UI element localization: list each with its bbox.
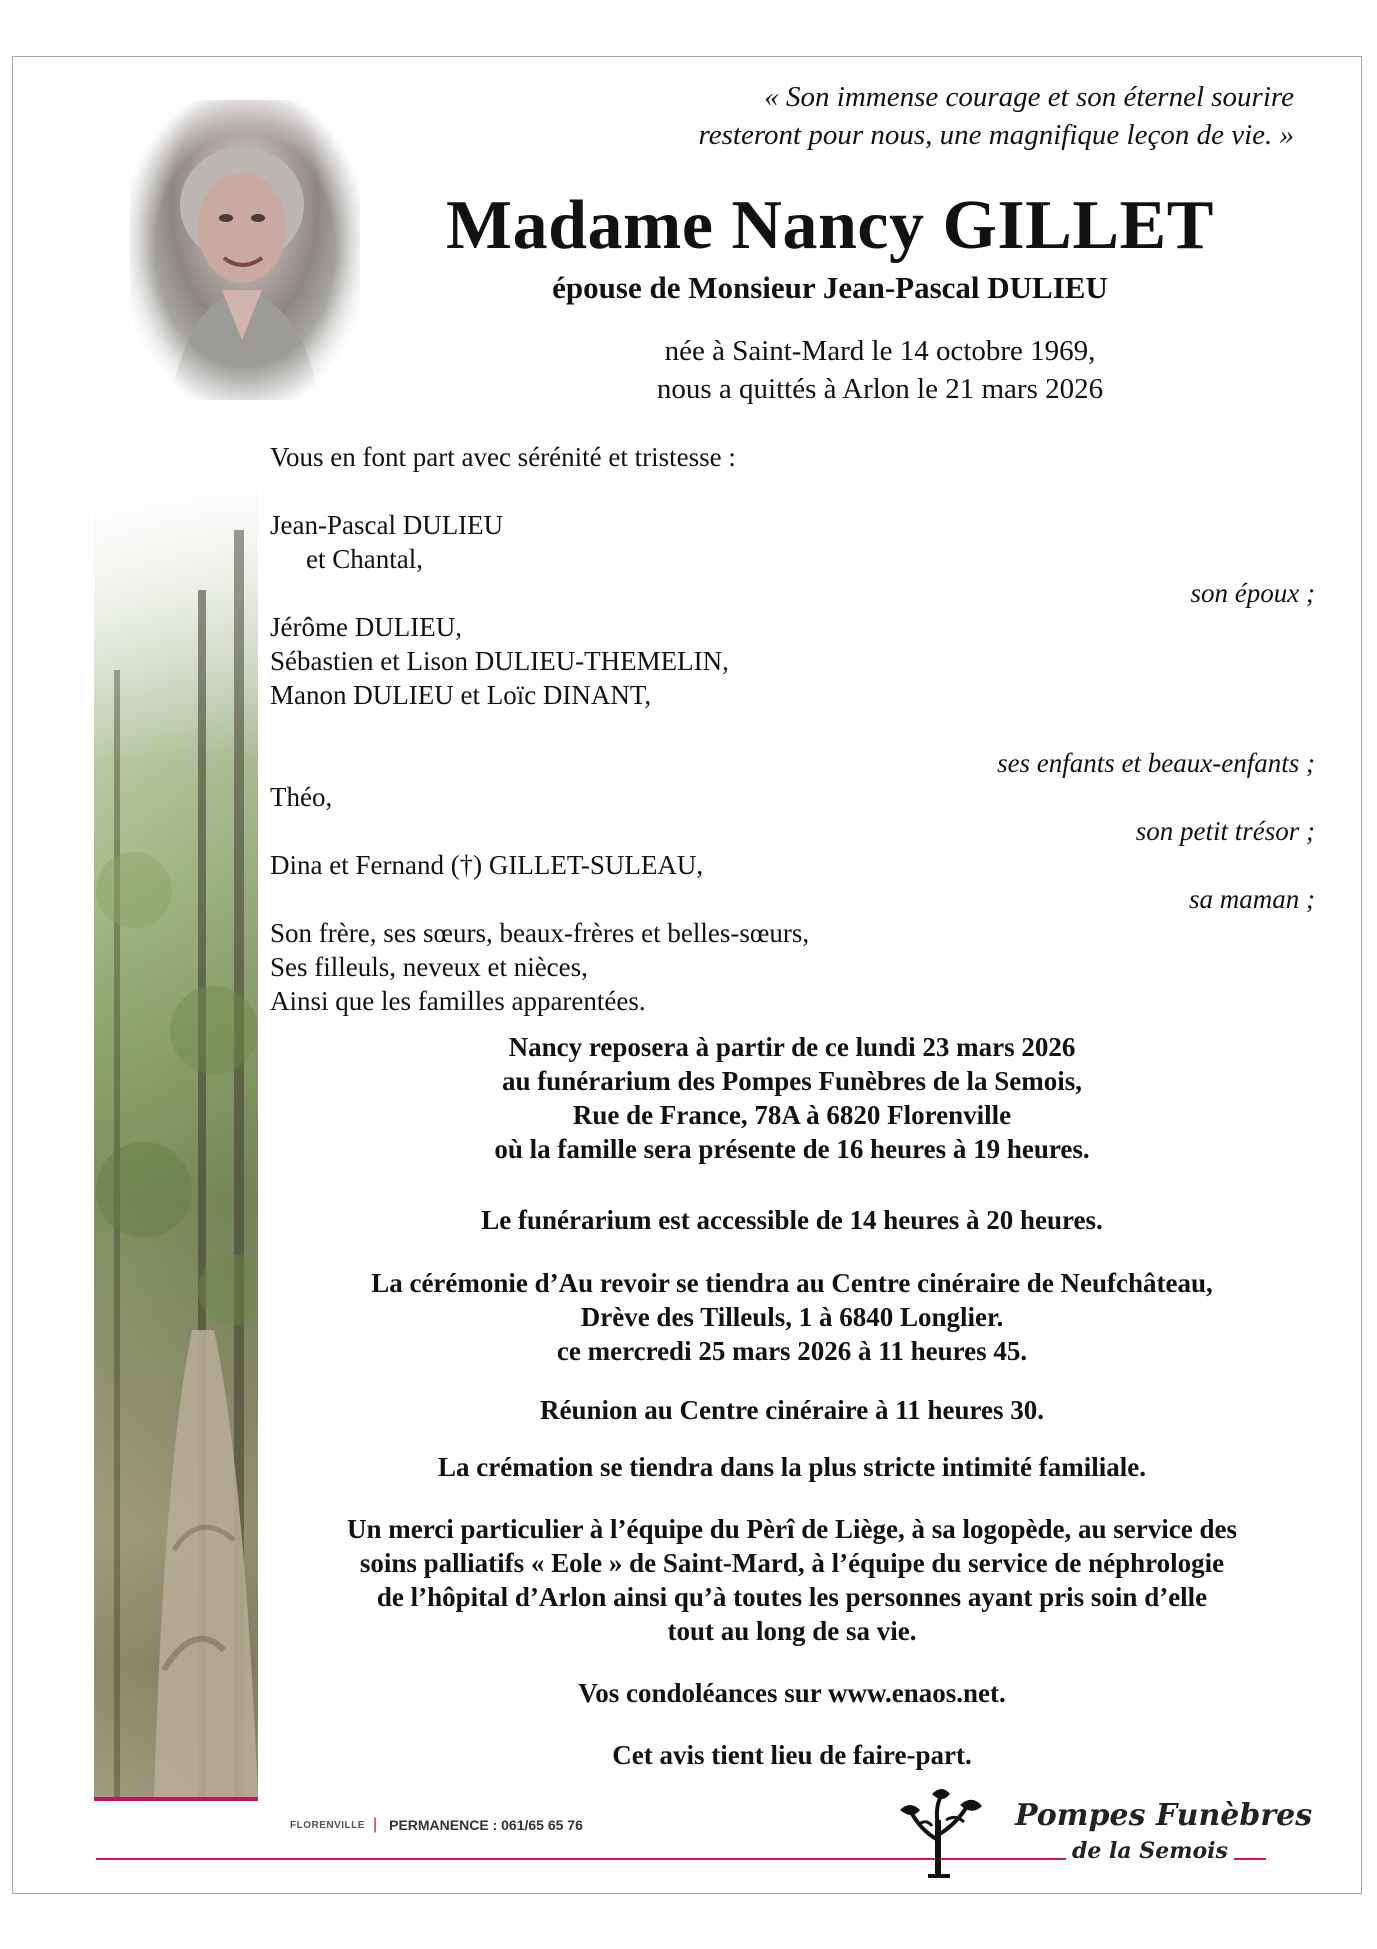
family-member: Ainsi que les familles apparentées. xyxy=(270,986,646,1016)
family-member: et Chantal, xyxy=(306,544,423,574)
family-member: Ses filleuls, neveux et nièces, xyxy=(270,952,588,982)
thanks-line: Un merci particulier à l’équipe du Pèrî de Liège, à sa logopède, au service des xyxy=(347,1514,1237,1544)
viewing-line: Nancy reposera à partir de ce lundi 23 mars 2026 xyxy=(508,1032,1076,1062)
portrait-photo xyxy=(130,100,360,400)
viewing-line: où la famille sera présente de 16 heures à 19 heures. xyxy=(494,1134,1090,1164)
funeral-home-logo xyxy=(880,1780,1313,1880)
brand-name: Pompes Funèbres xyxy=(1015,1798,1313,1833)
family-role: sa maman ; xyxy=(1189,884,1315,914)
life-dates xyxy=(530,332,1230,408)
thanks-line: soins palliatifs « Eole » de Saint-Mard, à l’équipe du service de néphrologie xyxy=(359,1548,1225,1578)
footer-town: FLORENVILLE xyxy=(290,1819,365,1831)
viewing-line: au funérarium des Pompes Funèbres de la Semois, xyxy=(501,1066,1082,1096)
family-role: son époux ; xyxy=(1190,578,1315,608)
family-member: Jérôme DULIEU, xyxy=(270,612,462,642)
tree-logo-icon xyxy=(880,1780,1000,1880)
deceased-name: Madame Nancy GILLET xyxy=(446,187,1214,264)
family-member: Manon DULIEU et Loïc DINANT, xyxy=(270,680,652,710)
family-role: son petit trésor ; xyxy=(1135,816,1315,846)
ceremony-line: ce mercredi 25 mars 2026 à 11 heures 45. xyxy=(556,1336,1028,1366)
spouse-line: épouse de Monsieur Jean-Pascal DULIEU xyxy=(552,270,1108,305)
forest-accent-line xyxy=(94,1797,258,1801)
ceremony-info xyxy=(262,1266,1322,1368)
ceremony-line: Drève des Tilleuls, 1 à 6840 Longlier. xyxy=(580,1302,1004,1332)
thanks-line: de l’hôpital d’Arlon ainsi qu’à toutes les personnes ayant pris soin d’elle xyxy=(376,1582,1208,1612)
footer-contact xyxy=(290,1816,583,1834)
funerarium-hours: Le funérarium est accessible de 14 heures à 20 heures. xyxy=(481,1205,1103,1235)
family-member: Théo, xyxy=(270,782,333,812)
thanks-message xyxy=(262,1512,1322,1648)
family-member: Dina et Fernand (†) GILLET-SULEAU, xyxy=(270,850,704,880)
birth-line: née à Saint-Mard le 14 octobre 1969, xyxy=(664,335,1096,367)
epitaph-quote xyxy=(394,78,1294,154)
quote-line: resteront pour nous, une magnifique leçon de vie. » xyxy=(698,119,1294,151)
death-line: nous a quittés à Arlon le 21 mars 2026 xyxy=(656,373,1104,405)
thanks-line: tout au long de sa vie. xyxy=(667,1616,917,1646)
footer-separator: | xyxy=(372,1816,378,1833)
ceremony-line: La cérémonie d’Au revoir se tiendra au Centre cinéraire de Neufchâteau, xyxy=(371,1268,1213,1298)
family-role: ses enfants et beaux-enfants ; xyxy=(997,748,1315,778)
viewing-info xyxy=(262,1030,1322,1166)
brand-subtitle: de la Semois xyxy=(1066,1838,1234,1864)
family-list xyxy=(270,440,1315,1018)
forest-path-image xyxy=(94,470,258,1798)
family-member: Jean-Pascal DULIEU xyxy=(270,510,504,540)
cremation-info: La crémation se tiendra dans la plus stricte intimité familiale. xyxy=(438,1452,1146,1482)
quote-line: « Son immense courage et son éternel sourire xyxy=(764,81,1294,113)
notice-text: Cet avis tient lieu de faire-part. xyxy=(612,1740,972,1770)
family-member: Sébastien et Lison DULIEU-THEMELIN, xyxy=(270,646,729,676)
footer-permanence: PERMANENCE : 061/65 65 76 xyxy=(389,1817,583,1833)
meeting-info: Réunion au Centre cinéraire à 11 heures 30. xyxy=(540,1395,1044,1425)
condolences-link: Vos condoléances sur www.enaos.net. xyxy=(578,1678,1006,1708)
family-member: Son frère, ses sœurs, beaux-frères et belles-sœurs, xyxy=(270,918,810,948)
viewing-line: Rue de France, 78A à 6820 Florenville xyxy=(572,1100,1012,1130)
family-intro: Vous en font part avec sérénité et tristesse : xyxy=(270,442,736,472)
